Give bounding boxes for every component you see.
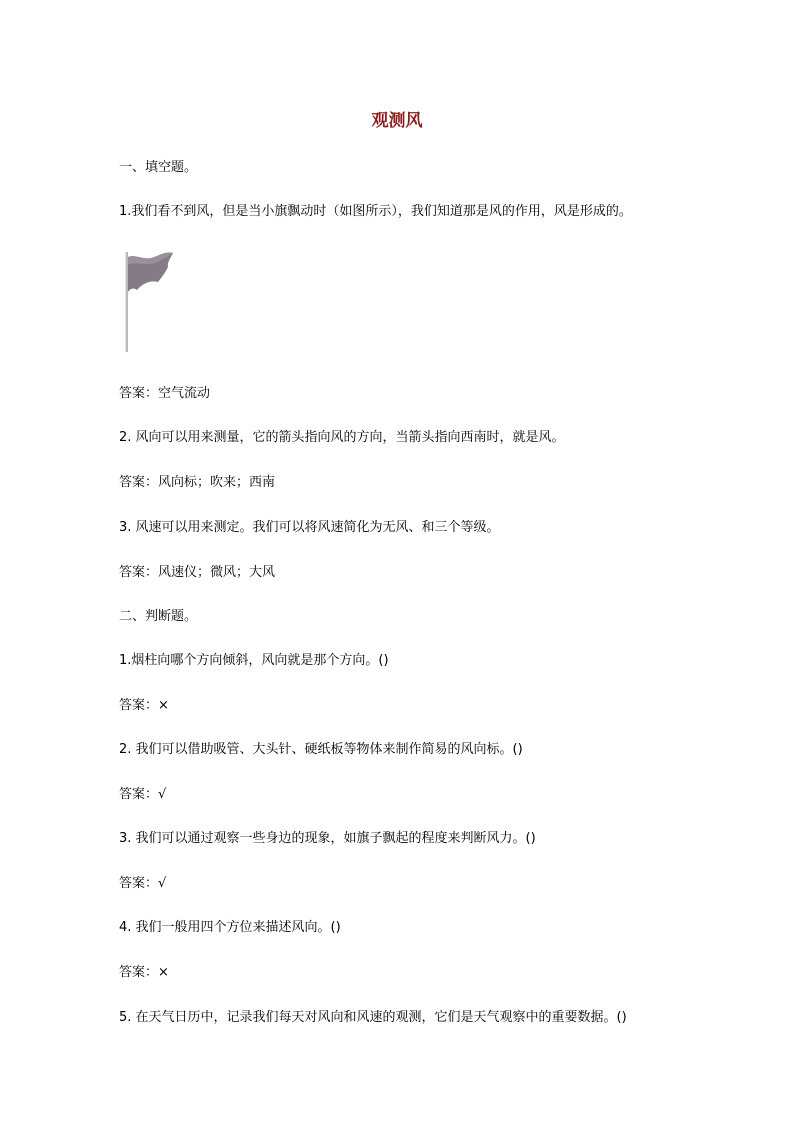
tf-question-4: 4. 我们一般用四个方位来描述风向。(): [119, 920, 341, 935]
tf-question-1: 1.烟柱向哪个方向倾斜，风向就是那个方向。(): [119, 653, 389, 668]
question-1: 1.我们看不到风，但是当小旗飘动时（如图所示），我们知道那是风的作用，风是形成的。: [119, 204, 632, 219]
tf-question-5: 5. 在天气日历中，记录我们每天对风向和风速的观测，它们是天气观察中的重要数据。(): [119, 1010, 627, 1025]
tf-question-2: 2. 我们可以借助吸管、大头针、硬纸板等物体来制作简易的风向标。(): [119, 742, 523, 757]
tf-answer-1: 答案：×: [119, 698, 169, 713]
tf-answer-4: 答案：×: [119, 965, 169, 980]
tf-question-3: 3. 我们可以通过观察一些身边的现象，如旗子飘起的程度来判断风力。(): [119, 831, 536, 846]
tf-answer-2: 答案：√: [119, 787, 167, 802]
flag-icon: [121, 250, 177, 354]
tf-answer-3: 答案：√: [119, 876, 167, 891]
section-heading-true-false: 二、判断题。: [119, 609, 198, 624]
question-3: 3. 风速可以用来测定。我们可以将风速简化为无风、和三个等级。: [119, 520, 500, 535]
answer-2: 答案：风向标；吹来；西南: [119, 475, 276, 490]
answer-1: 答案：空气流动: [119, 386, 211, 401]
question-2: 2. 风向可以用来测量，它的箭头指向风的方向，当箭头指向西南时，就是风。: [119, 430, 565, 445]
page-title: 观测风: [371, 111, 423, 131]
answer-3: 答案：风速仪；微风；大风: [119, 565, 276, 580]
section-heading-fill-blank: 一、填空题。: [119, 160, 198, 175]
